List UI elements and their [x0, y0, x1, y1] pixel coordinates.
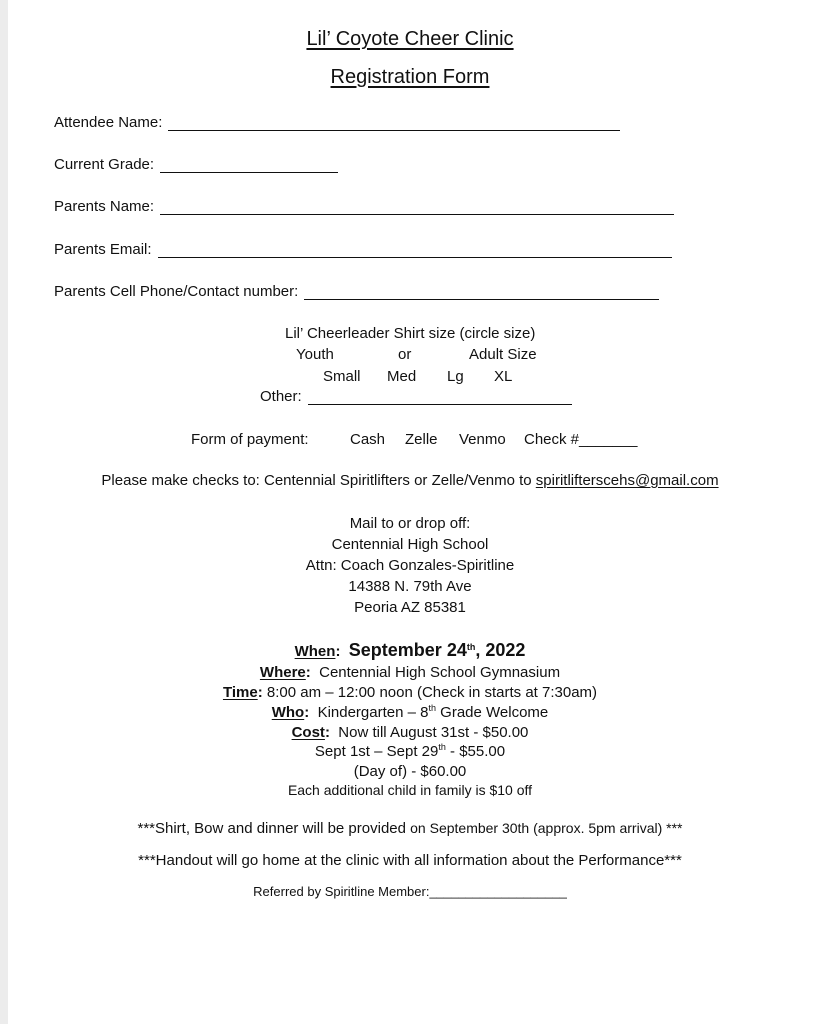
attendee-name-label: Attendee Name:	[54, 114, 163, 131]
payment-cash[interactable]: Cash	[350, 431, 386, 448]
attendee-name-field[interactable]	[54, 114, 620, 131]
parents-email-line[interactable]	[158, 243, 672, 258]
cost-line-2-suffix: th	[438, 742, 446, 752]
shirt-size-small[interactable]: Small	[323, 368, 361, 385]
when-line: When: September 24th, 2022	[294, 640, 526, 660]
shirt-bow-note-b: on September 30th (approx. 5pm arrival) ***	[410, 820, 683, 836]
parents-phone-field[interactable]	[54, 283, 659, 300]
cost-line-2-a: Sept 1st – Sept 29	[314, 743, 439, 760]
shirt-other-field[interactable]	[260, 388, 572, 405]
mail-attn: Attn: Coach Gonzales-Spiritline	[305, 557, 515, 574]
parents-name-label: Parents Name:	[54, 198, 155, 215]
payment-label: Form of payment:	[191, 431, 309, 448]
shirt-bow-note	[0, 820, 820, 837]
when-date-suffix: th	[466, 642, 476, 652]
additional-child-note: Each additional child in family is $10 off	[287, 782, 533, 798]
contact-email-link[interactable]: spiritlifterscehs@gmail.com	[535, 472, 719, 489]
where-label: Where	[259, 664, 306, 681]
cost-value: Now till August 31st - $50.00	[338, 724, 529, 741]
when-label: When	[294, 643, 336, 660]
time-line: Time: 8:00 am – 12:00 noon (Check in starts at 7:30am)	[222, 684, 598, 701]
shirt-size-heading: Lil’ Cheerleader Shirt size (circle size)	[285, 325, 536, 342]
parents-name-field[interactable]	[54, 198, 674, 215]
who-tail: Grade Welcome	[436, 704, 549, 721]
referred-by-field[interactable]: Referred by Spiritline Member:___________________	[253, 884, 567, 899]
shirt-other-label: Other:	[260, 388, 302, 405]
who-suffix: th	[428, 703, 436, 713]
cost-line: Cost: Now till August 31st - $50.00	[291, 724, 529, 741]
shirt-youth-label[interactable]: Youth	[296, 346, 334, 363]
parents-name-line[interactable]	[160, 200, 674, 215]
shirt-bow-note-a: ***Shirt, Bow and dinner will be provided	[137, 820, 411, 837]
parents-phone-line[interactable]	[304, 285, 659, 300]
who-line: Who: Kindergarten – 8th Grade Welcome	[271, 703, 549, 721]
parents-phone-label: Parents Cell Phone/Contact number:	[54, 283, 299, 300]
payment-venmo[interactable]: Venmo	[459, 431, 506, 448]
when-year: , 2022	[475, 640, 526, 660]
where-line: Where: Centennial High School Gymnasium	[259, 664, 561, 681]
mail-city: Peoria AZ 85381	[354, 599, 466, 616]
form-subtitle: Registration Form	[330, 66, 490, 88]
page-edge-shadow	[0, 0, 8, 1024]
mail-street: 14388 N. 79th Ave	[348, 578, 472, 595]
mail-heading: Mail to or drop off:	[349, 515, 471, 532]
checks-payable-text: Please make checks to: Centennial Spiritlifters or Zelle/Venmo to	[101, 472, 532, 489]
cost-line-2	[0, 743, 820, 760]
form-title: Lil’ Coyote Cheer Clinic	[306, 28, 514, 50]
shirt-size-lg[interactable]: Lg	[447, 368, 464, 385]
payment-check[interactable]: Check #_______	[524, 431, 638, 448]
cost-label: Cost	[291, 724, 325, 741]
who-label: Who	[271, 704, 305, 721]
attendee-name-line[interactable]	[168, 116, 620, 131]
shirt-other-line[interactable]	[308, 390, 572, 405]
parents-email-field[interactable]	[54, 241, 672, 258]
parents-email-label: Parents Email:	[54, 241, 152, 258]
time-value: 8:00 am – 12:00 noon (Check in starts at 7:30am)	[266, 684, 598, 701]
current-grade-line[interactable]	[160, 158, 338, 173]
where-value: Centennial High School Gymnasium	[319, 664, 561, 681]
handout-note: ***Handout will go home at the clinic with all information about the Performance***	[138, 852, 682, 869]
shirt-size-med[interactable]: Med	[387, 368, 417, 385]
current-grade-label: Current Grade:	[54, 156, 155, 173]
cost-line-3: (Day of) - $60.00	[353, 763, 467, 780]
current-grade-field[interactable]	[54, 156, 338, 173]
shirt-or-label: or	[398, 346, 412, 363]
cost-line-2-b: - $55.00	[445, 743, 506, 760]
who-value: Kindergarten – 8	[317, 704, 429, 721]
time-label: Time	[222, 684, 258, 701]
mail-school: Centennial High School	[331, 536, 489, 553]
when-date: September 24	[348, 640, 467, 660]
shirt-adult-label[interactable]: Adult Size	[469, 346, 537, 363]
shirt-size-xl[interactable]: XL	[494, 368, 513, 385]
checks-payable-line	[0, 472, 820, 489]
payment-zelle[interactable]: Zelle	[405, 431, 438, 448]
